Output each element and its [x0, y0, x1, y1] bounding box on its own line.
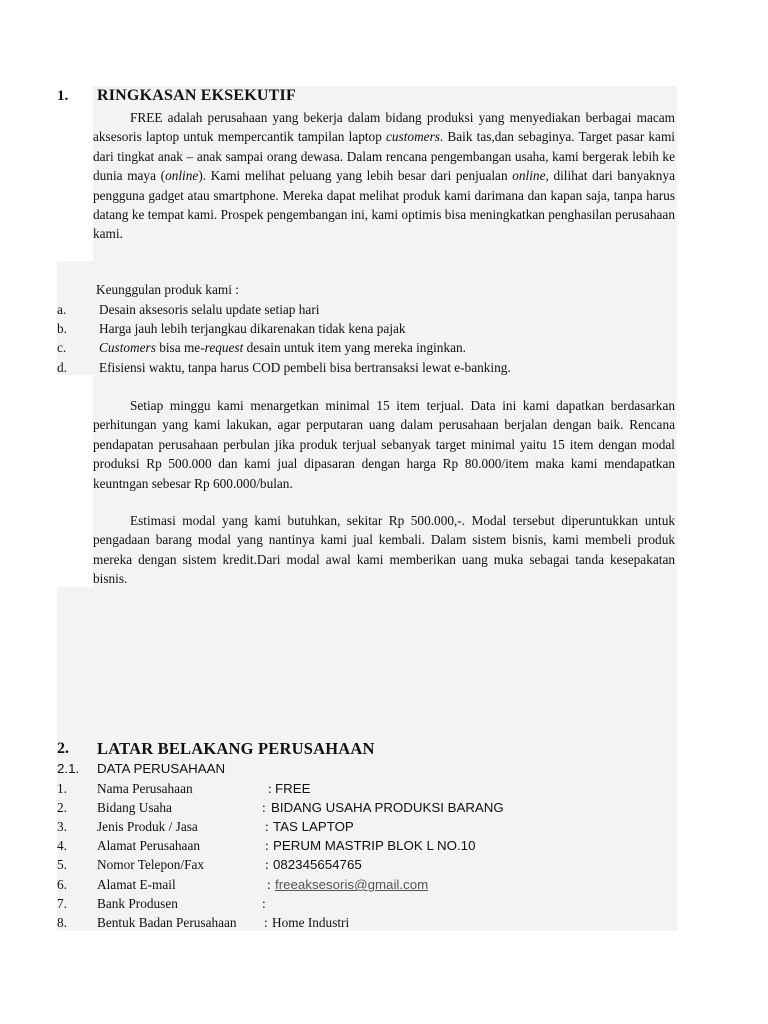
margin-block	[57, 86, 93, 261]
paragraph-text: Estimasi modal yang kami butuhkan, sekitar Rp 500.000,-. Modal tersebut diperuntukkan untuk pengadaan barang modal yang nantinya kami jual kembali. Dalam sistem bisnis, kami membeli produk mereka dengan sistem kredit.Dari modal awal kami memberikan uang muka sebagai tanda kesepakatan bisnis.	[93, 513, 675, 587]
list-text	[99, 338, 466, 357]
text-run: . Baik tas,dan sebaginya. Target pasar kami dari tingkat anak – anak sampai orang dewasa. Dalam rencana pengembangan usaha, kami bergerak lebih ke dunia maya (	[93, 129, 675, 184]
row-colon: :	[264, 915, 268, 930]
row-marker: 4.	[57, 838, 67, 853]
row-label: Alamat Perusahaan	[97, 838, 201, 853]
row-marker: 3.	[57, 819, 67, 834]
data-row-product-type	[57, 817, 677, 836]
data-row-bank	[57, 894, 677, 913]
section-title: RINGKASAN EKSEKUTIF	[97, 87, 296, 104]
summary-paragraph	[93, 108, 675, 244]
data-row-phone	[57, 855, 677, 874]
row-value: BIDANG USAHA PRODUKSI BARANG	[271, 800, 504, 815]
row-value: PERUM MASTRIP BLOK L NO.10	[273, 838, 476, 853]
row-label: Nama Perusahaan	[97, 781, 193, 796]
paragraph-text: Setiap minggu kami menargetkan minimal 15 item terjual. Data ini kami dapatkan berdasarkan perhitungan yang kami lakukan, agar perputaran uang dalam perusahaan berjalan dengan baik. Rencana pendapatan perusahaan perbulan jika produk terjual sebanyak target minimal yaitu 15 item dengan modal produksi Rp 500.000 dan kami jual dipasaran dengan harga Rp 80.000/item maka kami mendapatkan keuntngan sebesar Rp 600.000/bulan.	[93, 398, 675, 491]
text-run: bisa me-	[155, 340, 205, 355]
list-text: Harga jauh lebih terjangkau dikarenakan tidak kena pajak	[99, 321, 406, 336]
list-item	[57, 319, 677, 338]
row-value: Home Industri	[272, 915, 350, 930]
row-label: Alamat E-mail	[97, 877, 176, 892]
row-colon: :	[267, 877, 271, 892]
row-label: Jenis Produk / Jasa	[97, 819, 198, 834]
email-link[interactable]: freeaksesoris@gmail.com	[275, 877, 429, 892]
row-marker: 6.	[57, 877, 67, 892]
data-row-company-name	[57, 779, 677, 798]
italic-run: online,	[512, 168, 549, 184]
text-run: dilihat dari banyaknya pengguna gadget atau smartphone. Mereka dapat melihat produk kami darimana dan kapan saja, tanpa harus datang ke tempat kami. Prospek pengembangan ini, kami optimis bisa meningkatkan penghasilan perusahaan kami.	[93, 168, 675, 242]
section-number: 1.	[57, 88, 69, 104]
advantages-heading: Keunggulan produk kami :	[96, 282, 239, 297]
row-label: Bentuk Badan Perusahaan	[97, 915, 237, 930]
row-colon: :	[265, 838, 269, 853]
list-text: Desain aksesoris selalu update setiap hari	[99, 302, 320, 317]
italic-run: online	[165, 168, 199, 184]
list-item	[57, 338, 677, 357]
section-title: LATAR BELAKANG PERUSAHAAN	[97, 739, 375, 758]
italic-run: Customers	[99, 340, 156, 355]
text-run: FREE adalah perusahaan yang bekerja dalam bidang produksi yang menyediakan berbagai macam aksesoris laptop untuk mempercantik tampilan laptop	[93, 110, 675, 145]
row-colon: :	[262, 800, 266, 815]
subsection-title: DATA PERUSAHAAN	[97, 761, 226, 776]
list-marker: d.	[57, 360, 67, 375]
row-value: 082345654765	[273, 857, 362, 872]
data-row-company-address	[57, 836, 677, 855]
row-value: TAS LAPTOP	[273, 819, 354, 834]
row-label: Bank Produsen	[97, 896, 178, 911]
data-row-business-field	[57, 798, 677, 817]
section-number: 2.	[57, 740, 69, 757]
row-value: FREE	[275, 781, 311, 796]
data-row-email	[57, 875, 677, 894]
margin-block	[57, 375, 93, 587]
list-marker: b.	[57, 321, 67, 336]
list-marker: a.	[57, 302, 67, 317]
italic-run: customers	[386, 129, 440, 145]
row-colon: :	[265, 819, 269, 834]
text-run: desain untuk item yang mereka inginkan.	[243, 340, 466, 355]
italic-run: request	[204, 340, 244, 355]
list-item	[57, 358, 677, 377]
row-label: Bidang Usaha	[97, 800, 172, 815]
text-run: ). Kami melihat peluang yang lebih besar dari penjualan	[198, 168, 513, 184]
row-marker: 8.	[57, 915, 67, 930]
list-text: Efisiensi waktu, tanpa harus COD pembeli bisa bertransaksi lewat e-banking.	[99, 360, 511, 375]
row-marker: 1.	[57, 781, 67, 796]
target-paragraph	[93, 396, 675, 493]
row-marker: 2.	[57, 800, 67, 815]
capital-paragraph	[93, 511, 675, 589]
row-marker: 5.	[57, 857, 67, 872]
row-marker: 7.	[57, 896, 67, 911]
row-colon: :	[265, 857, 269, 872]
row-colon: :	[262, 896, 266, 911]
data-row-business-form	[57, 913, 677, 932]
row-label: Nomor Telepon/Fax	[97, 857, 205, 872]
row-colon: :	[268, 781, 272, 796]
list-marker: c.	[57, 340, 67, 355]
subsection-number: 2.1.	[57, 761, 80, 776]
list-item	[57, 300, 677, 319]
